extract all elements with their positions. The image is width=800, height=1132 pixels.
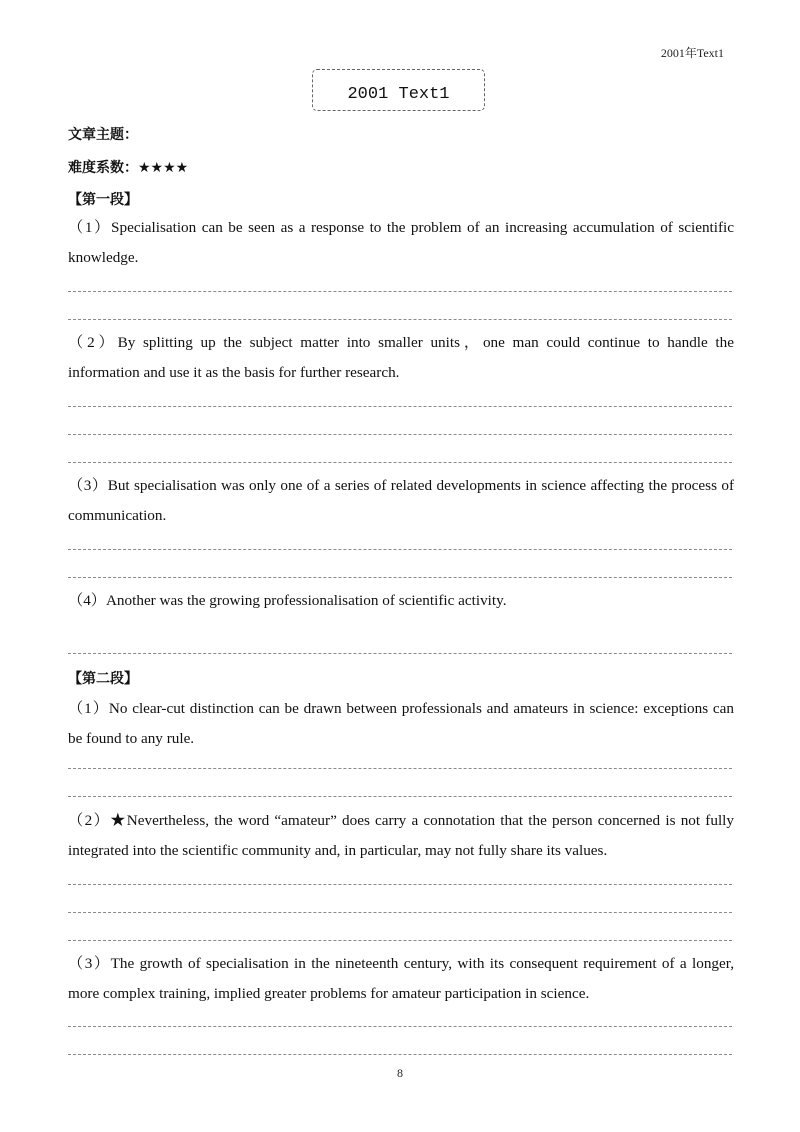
sentence-1-3: （3）But specialisation was only one of a series of related developments in science affecting the process of communication. — [68, 477, 734, 524]
answer-line — [68, 549, 732, 550]
topic-label: 文章主题： — [68, 127, 138, 143]
running-header: 2001年Text1 — [660, 46, 724, 60]
answer-line — [68, 434, 732, 435]
page-number: 8 — [397, 1066, 403, 1080]
answer-line — [68, 1026, 732, 1027]
sentence-1-4: （4）Another was the growing professionalisation of scientific activity. — [68, 592, 507, 609]
answer-line — [68, 291, 732, 292]
sentence-2-1: （1）No clear-cut distinction can be drawn between professionals and amateurs in science: exceptions can be found to any rule. — [68, 700, 734, 747]
section-heading-2: 【第二段】 — [68, 671, 138, 687]
answer-line — [68, 940, 732, 941]
sentence-2-3: （3）The growth of specialisation in the nineteenth century, with its consequent requirement of a longer, more complex training, implied greater problems for amateur participation in science. — [68, 955, 734, 1002]
answer-line — [68, 462, 732, 463]
document-title: 2001 Text1 — [312, 69, 485, 111]
answer-line — [68, 884, 732, 885]
answer-line — [68, 796, 732, 797]
answer-line — [68, 406, 732, 407]
answer-line — [68, 1054, 732, 1055]
sentence-2-2: （2）★Nevertheless, the word “amateur” does carry a connotation that the person concerned is not fully integrated into the scientific community and, in particular, may not fully share its values. — [68, 812, 734, 859]
difficulty-label: 难度系数：★★★★ — [68, 160, 189, 176]
answer-line — [68, 768, 732, 769]
sentence-1-1: （1）Specialisation can be seen as a response to the problem of an increasing accumulation of scientific knowledge. — [68, 219, 734, 266]
sentence-1-2: （2）By splitting up the subject matter into smaller units，one man could continue to handle the information and use it as the basis for further research. — [68, 334, 734, 381]
answer-line — [68, 319, 732, 320]
answer-line — [68, 577, 732, 578]
answer-line — [68, 912, 732, 913]
answer-line — [68, 653, 732, 654]
section-heading-1: 【第一段】 — [68, 192, 138, 208]
